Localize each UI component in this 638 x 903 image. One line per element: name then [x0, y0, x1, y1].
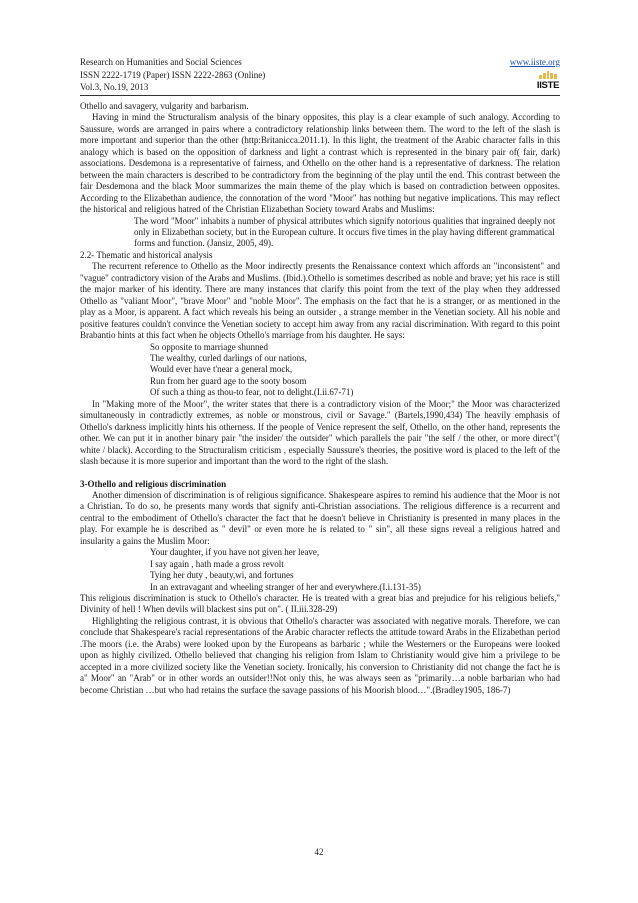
verse-line: The wealthy, curled darlings of our nations,: [150, 352, 307, 363]
verse-line: In an extravagant and wheeling stranger of her and everywhere.(I.i.131-35): [150, 581, 421, 592]
logo-bars-icon: [539, 71, 557, 79]
verse-line: Run from her guard age to the sooty bosom: [150, 375, 307, 386]
journal-issn: ISSN 2222-1719 (Paper) ISSN 2222-2863 (Online): [80, 69, 266, 80]
article-body: [80, 101, 560, 696]
journal-name: Research on Humanities and Social Sciences: [80, 57, 242, 67]
paragraph: This religious discrimination is stuck to Othello's character. He is treated with a great bias and prejudice for his religious beliefs," Divinity of hell ! When devils will blackest sins put on". ( II.iii.328-29): [80, 593, 560, 615]
journal-header: [80, 56, 265, 94]
subsection-heading: 2.2- Thematic and historical analysis: [80, 249, 213, 260]
verse-line: Your daughter, if you have not given her leave,: [150, 547, 320, 558]
paragraph: Othello and savagery, vulgarity and barbarism.: [80, 101, 249, 111]
section-heading: 3-Othello and religious discrimination: [80, 478, 227, 489]
section-gap: [80, 468, 560, 479]
website-link[interactable]: www.iiste.org: [509, 57, 560, 67]
header-divider: [80, 95, 560, 96]
verse-line: Tying her duty , beauty,wi, and fortunes: [150, 570, 294, 581]
journal-volume: Vol.3, No.19, 2013: [80, 82, 149, 92]
paragraph: Another dimension of discrimination is of religious significance. Shakespeare aspires to remind his audience that the Moor is not a Christian. To do so, he presents many words that signify anti-Christian associations. The religious difference is a recurrent and central to the embodiment of Othello's character the fact that he doesn't believe in Christianity is presented in many places in the play. For example he is described as " devil" or even more he is related to " sin", all these signs reveal a religious hatred and insularity a gains the Muslim Moor:: [80, 489, 560, 546]
paragraph: The recurrent reference to Othello as the Moor indirectly presents the Renaissance context which affords an "inconsistent" and "vague" contradictory vision of the Arabs and Muslims. (Ibid.).Othello is sometimes described as noble and brave; yet his race is still the major marker of his identity. There are many instances that clarify this point from the text of the play when they addressed Othello as "valiant Moor", "brave Moor" and "noble Moor". The emphasis on the fact that he is a stranger, or as mentioned in the play as a Moor, is apparent. A fact which reveals his being an outsider , a strange member in the Venetian society. All his noble and positive features couldn't convince the Venetian society to accept him away from any racial discrimination. With regard to this point Brabantio hints at this fact when he objects Othello's marriage from his daughter. He says:: [80, 261, 560, 341]
page-number: 42: [314, 847, 324, 857]
block-quote: The word "Moor" inhabits a number of physical attributes which signify notorious qualities that ingrained deeply not only in Elizabethan society, but in the European culture. It occurs five times in the play having different grammatical forms and function. (Jansiz, 2005, 49).: [134, 215, 556, 249]
verse-line: Of such a thing as thou-to fear, not to delight.(I.ii.67-71): [150, 387, 354, 398]
journal-header-right: [510, 56, 560, 98]
paragraph: In "Making more of the Moor", the writer states that there is a contradictory vision of the Moor;" the Moor was characterized simultaneously in contradictly extremes, as noble or monstrous, civil or Savage." (Bartels,1990,434) The heavily emphasis of Othello's darkness implicitly hints his otherness. If the people of Venice represent the self, Othello, on the other hand, represents the other. We can put it in another binary pair "the insider/ the outsider" which parallels the pair "the self / the other, or more direct"( white / black). According to the Structuralism criticism , especially Saussure's theories, the positive word is placed to the left of the slash because it is more superior and important than the word to the right of the slash.: [80, 398, 560, 467]
paragraph: Having in mind the Structuralism analysis of the binary opposites, this play is a clear example of such analogy. According to Saussure, words are arranged in pairs where a contradictory relationship links between them. The word to the left of the slash is more important and superior than the other (http:Britanicca.2011.1). In this light, the treatment of the Arabic character falls in this analogy which is based on the opposition of darkness and light a contrast which is represented in the binary pair of( fair, dark) associations. Desdemona is a representative of fairness, and Othello on the other hand is a representative of darkness. The relation between the main characters is described to be contradictory from the beginning of the play until the end. This contrast between the fair Desdemona and the black Moor summarizes the main theme of the play which is based on contradiction between opposites. According to the Elizabethan audience, the connotation of the word "Moor" has nothing but negative implications. This may reflect the historical and religious hatred of the Christian Elizabethan Society toward Arabs and Muslims:: [80, 112, 560, 215]
verse-line: So opposite to marriage shunned: [150, 341, 268, 352]
iiste-logo: [536, 71, 560, 93]
verse-line: Would ever have t'near a general mock,: [150, 364, 293, 375]
logo-text: IISTE: [536, 79, 560, 91]
paragraph: Highlighting the religious contrast, it is obvious that Othello's character was associated with negative morals. Therefore, we can conclude that Shakespeare's racial representations of the Arabic character reflects the attitude toward Arabs in the Elizabethan period .The moors (i.e. the Arabs) were looked upon by the Europeans as barbaric ; while the Westerners or the Europeans were looked upon as highly civilized. Othello believed that changing his religion from Islam to Christianity would give him a privilege to be accepted in a more civilized society like the Venetian society. Ironically, his conversion to Christianity did not change the fact he is a" Moor" an "Arab" or in other words an outsider!!Not only this, he was always seen as "primarily…a noble barbarian who had become Christian …but who had retains the surface the savage passions of his Moorish blood…".(Bradley1905, 186-7): [80, 615, 560, 695]
verse-line: I say again , hath made a gross revolt: [150, 558, 284, 569]
